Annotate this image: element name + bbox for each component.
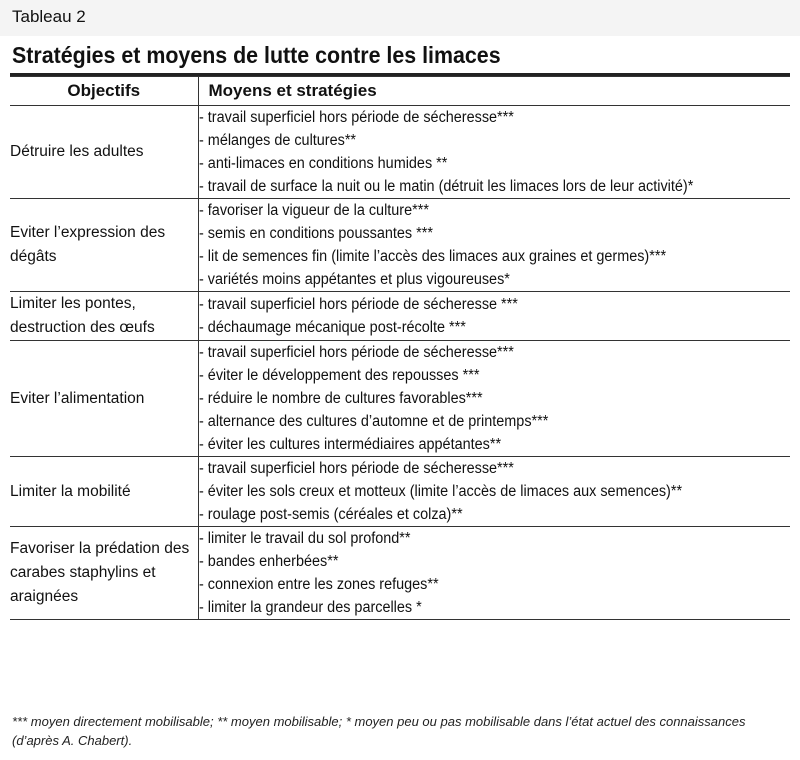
objective-cell: Détruire les adultes	[10, 106, 198, 199]
means-item: - éviter le développement des repousses ***	[198, 367, 479, 384]
means-item: - travail superficiel hors période de sécheresse ***	[198, 296, 518, 313]
objective-cell: Limiter les pontes, destruction des œufs	[10, 292, 198, 341]
table-header-row	[10, 77, 790, 106]
means-item: - bandes enherbées**	[198, 553, 338, 570]
table-row	[10, 457, 790, 527]
means-cell	[198, 106, 790, 199]
means-cell	[198, 527, 790, 620]
means-list	[199, 199, 791, 291]
means-list	[199, 341, 791, 456]
column-header-objectifs: Objectifs	[10, 77, 198, 106]
means-item: - roulage post-semis (céréales et colza)**	[198, 506, 463, 523]
means-item: - limiter la grandeur des parcelles *	[198, 599, 422, 616]
strategies-table	[10, 76, 790, 620]
table-row	[10, 527, 790, 620]
table-row	[10, 341, 790, 457]
means-item: - travail superficiel hors période de sécheresse***	[198, 344, 514, 361]
objective-cell: Favoriser la prédation des carabes staphylins et araignées	[10, 527, 198, 620]
means-item: - travail superficiel hors période de sécheresse***	[198, 460, 514, 477]
means-item: - limiter le travail du sol profond**	[198, 530, 411, 547]
means-item: - favoriser la vigueur de la culture***	[198, 202, 429, 219]
table-row	[10, 106, 790, 199]
means-item: - travail de surface la nuit ou le matin (détruit les limaces lors de leur activité)*	[198, 178, 693, 195]
column-header-moyens: Moyens et stratégies	[198, 77, 790, 106]
means-list	[199, 106, 791, 198]
means-list	[199, 293, 791, 339]
means-item: - variétés moins appétantes et plus vigoureuses*	[198, 271, 510, 288]
table-row	[10, 292, 790, 341]
objective-cell: Eviter l’alimentation	[10, 341, 198, 457]
means-item: - déchaumage mécanique post-récolte ***	[198, 319, 466, 336]
means-item: - mélanges de cultures**	[198, 132, 356, 149]
means-item: - travail superficiel hors période de sécheresse***	[198, 109, 514, 126]
means-cell	[198, 457, 790, 527]
table-footnote: *** moyen directement mobilisable; ** moyen mobilisable; * moyen peu ou pas mobilisable dans l’état actuel des connaissances (d’après A. Chabert).	[12, 714, 746, 748]
means-list	[199, 527, 791, 619]
means-cell	[198, 199, 790, 292]
means-item: - réduire le nombre de cultures favorables***	[198, 390, 483, 407]
means-cell	[198, 292, 790, 341]
objective-cell: Eviter l’expression des dégâts	[10, 199, 198, 292]
means-item: - connexion entre les zones refuges**	[198, 576, 439, 593]
means-item: - lit de semences fin (limite l’accès des limaces aux graines et germes)***	[198, 248, 666, 265]
means-item: - semis en conditions poussantes ***	[198, 225, 433, 242]
table-title: Stratégies et moyens de lutte contre les limaces	[12, 42, 501, 68]
table-row	[10, 199, 790, 292]
means-cell	[198, 341, 790, 457]
means-item: - éviter les cultures intermédiaires appétantes**	[198, 436, 501, 453]
means-item: - alternance des cultures d’automne et de printemps***	[198, 413, 548, 430]
means-item: - éviter les sols creux et motteux (limite l’accès de limaces aux semences)**	[198, 483, 682, 500]
objective-cell: Limiter la mobilité	[10, 457, 198, 527]
top-band	[0, 0, 800, 36]
means-list	[199, 457, 791, 526]
means-item: - anti-limaces en conditions humides **	[198, 155, 447, 172]
table-number-label: Tableau 2	[12, 7, 86, 26]
